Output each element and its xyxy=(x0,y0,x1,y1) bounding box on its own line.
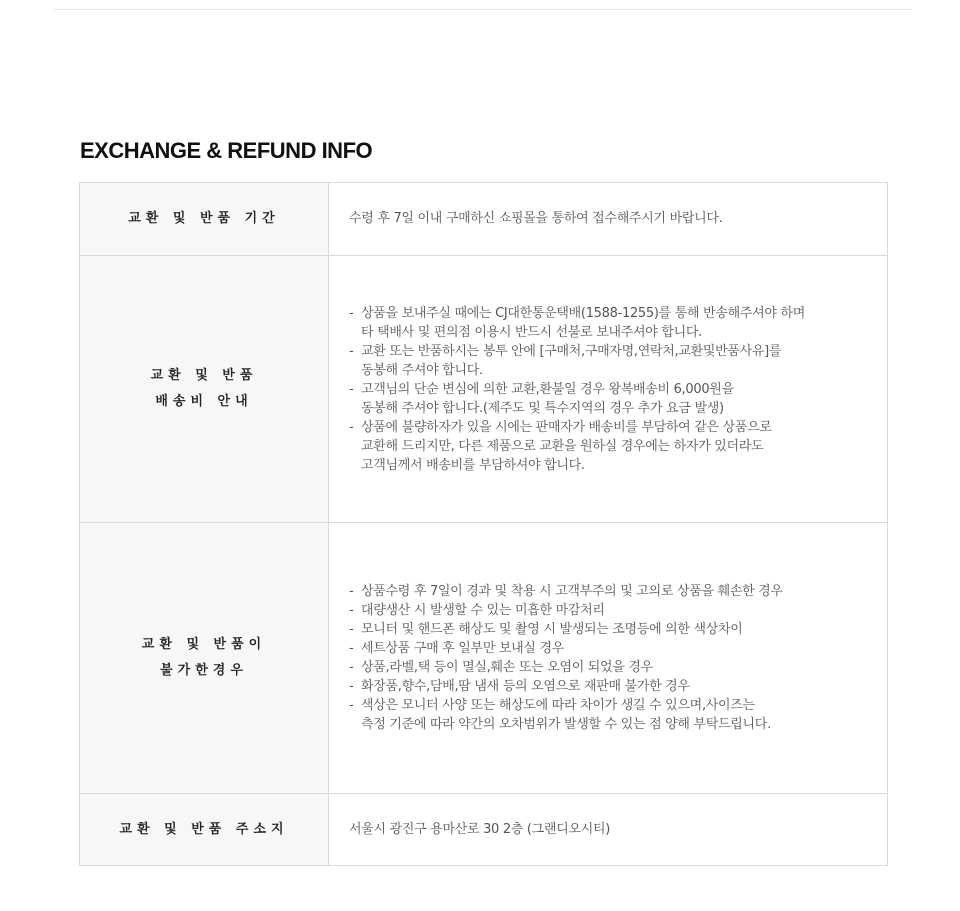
row-label-text: 교환 및 반품 기간 xyxy=(128,211,280,226)
list-item-line: 모니터 및 핸드폰 해상도 및 촬영 시 발생되는 조명등에 의한 색상차이 xyxy=(361,622,743,637)
list-item xyxy=(349,696,873,734)
period-text: 수령 후 7일 이내 구매하신 쇼핑몰을 통하여 접수해주시기 바랍니다. xyxy=(349,211,723,226)
list-item xyxy=(349,342,873,380)
address-text: 서울시 광진구 용마산로 30 2층 (그랜디오시티) xyxy=(349,821,611,837)
row-content xyxy=(329,256,888,523)
list-item xyxy=(349,380,873,418)
list-item xyxy=(349,304,873,342)
list-item-line: 상품수령 후 7일이 경과 및 착용 시 고객부주의 및 고의로 상품을 훼손한 경우 xyxy=(361,584,783,599)
row-label-line2: 불가한경우 xyxy=(160,663,248,678)
list-item-line: 화장품,향수,담배,땀 냄새 등의 오염으로 재판매 불가한 경우 xyxy=(361,679,690,694)
row-label xyxy=(80,183,329,256)
row-shipping-fee xyxy=(80,256,888,523)
non-returnable-list xyxy=(349,582,873,734)
row-non-returnable-cases xyxy=(80,523,888,794)
list-item-line: 색상은 모니터 사양 또는 해상도에 따라 차이가 생길 수 있으며,사이즈는 xyxy=(361,698,755,713)
list-item-line: 고객님께서 배송비를 부담하셔야 합니다. xyxy=(361,457,585,473)
list-item-line: 상품에 불량하자가 있을 시에는 판매자가 배송비를 부담하여 같은 상품으로 xyxy=(361,419,772,435)
row-label-line1: 교환 및 반품이 xyxy=(141,637,267,652)
list-item xyxy=(349,639,873,658)
row-label-line1: 교환 및 반품 xyxy=(150,368,258,383)
top-divider xyxy=(54,9,912,10)
list-item-line: 교환 또는 반품하시는 봉투 안에 [구매처,구매자명,연락처,교환및반품사유]를 xyxy=(361,343,782,359)
row-label xyxy=(80,794,329,866)
list-item-line: 교환해 드리지만, 다른 제품으로 교환을 원하실 경우에는 하자가 있더라도 xyxy=(361,438,764,454)
row-label-line2: 배송비 안내 xyxy=(155,394,253,409)
row-content xyxy=(329,794,888,866)
list-item xyxy=(349,620,873,639)
list-item-line: 동봉해 주셔야 합니다. xyxy=(361,362,483,378)
section-title: EXCHANGE & REFUND INFO xyxy=(80,138,373,163)
row-content xyxy=(329,183,888,256)
list-item-line: 대량생산 시 발생할 수 있는 미흡한 마감처리 xyxy=(361,603,605,618)
row-label xyxy=(80,523,329,794)
exchange-refund-table xyxy=(79,182,888,866)
row-label-text: 교환 및 반품 주소지 xyxy=(119,821,289,837)
row-exchange-period xyxy=(80,183,888,256)
list-item xyxy=(349,658,873,677)
row-return-address xyxy=(80,794,888,866)
list-item-line: 세트상품 구매 후 일부만 보내실 경우 xyxy=(361,641,565,656)
list-item-line: 측정 기준에 따라 약간의 오차범위가 발생할 수 있는 점 양해 부탁드립니다. xyxy=(361,717,771,732)
list-item xyxy=(349,418,873,475)
list-item-line: 타 택배사 및 편의점 이용시 반드시 선불로 보내주셔야 합니다. xyxy=(361,324,702,340)
list-item-line: 상품,라벨,택 등이 멸실,훼손 또는 오염이 되었을 경우 xyxy=(361,660,653,675)
row-label xyxy=(80,256,329,523)
list-item-line: 상품을 보내주실 때에는 CJ대한통운택배(1588-1255)를 통해 반송해주셔야 하며 xyxy=(361,305,805,321)
list-item xyxy=(349,601,873,620)
list-item xyxy=(349,582,873,601)
list-item xyxy=(349,677,873,696)
shipping-notes-list xyxy=(349,304,873,475)
list-item-line: 고객님의 단순 변심에 의한 교환,환불일 경우 왕복배송비 6,000원을 xyxy=(361,381,734,397)
row-content xyxy=(329,523,888,794)
list-item-line: 동봉해 주셔야 합니다.(제주도 및 특수지역의 경우 추가 요금 발생) xyxy=(361,400,724,416)
